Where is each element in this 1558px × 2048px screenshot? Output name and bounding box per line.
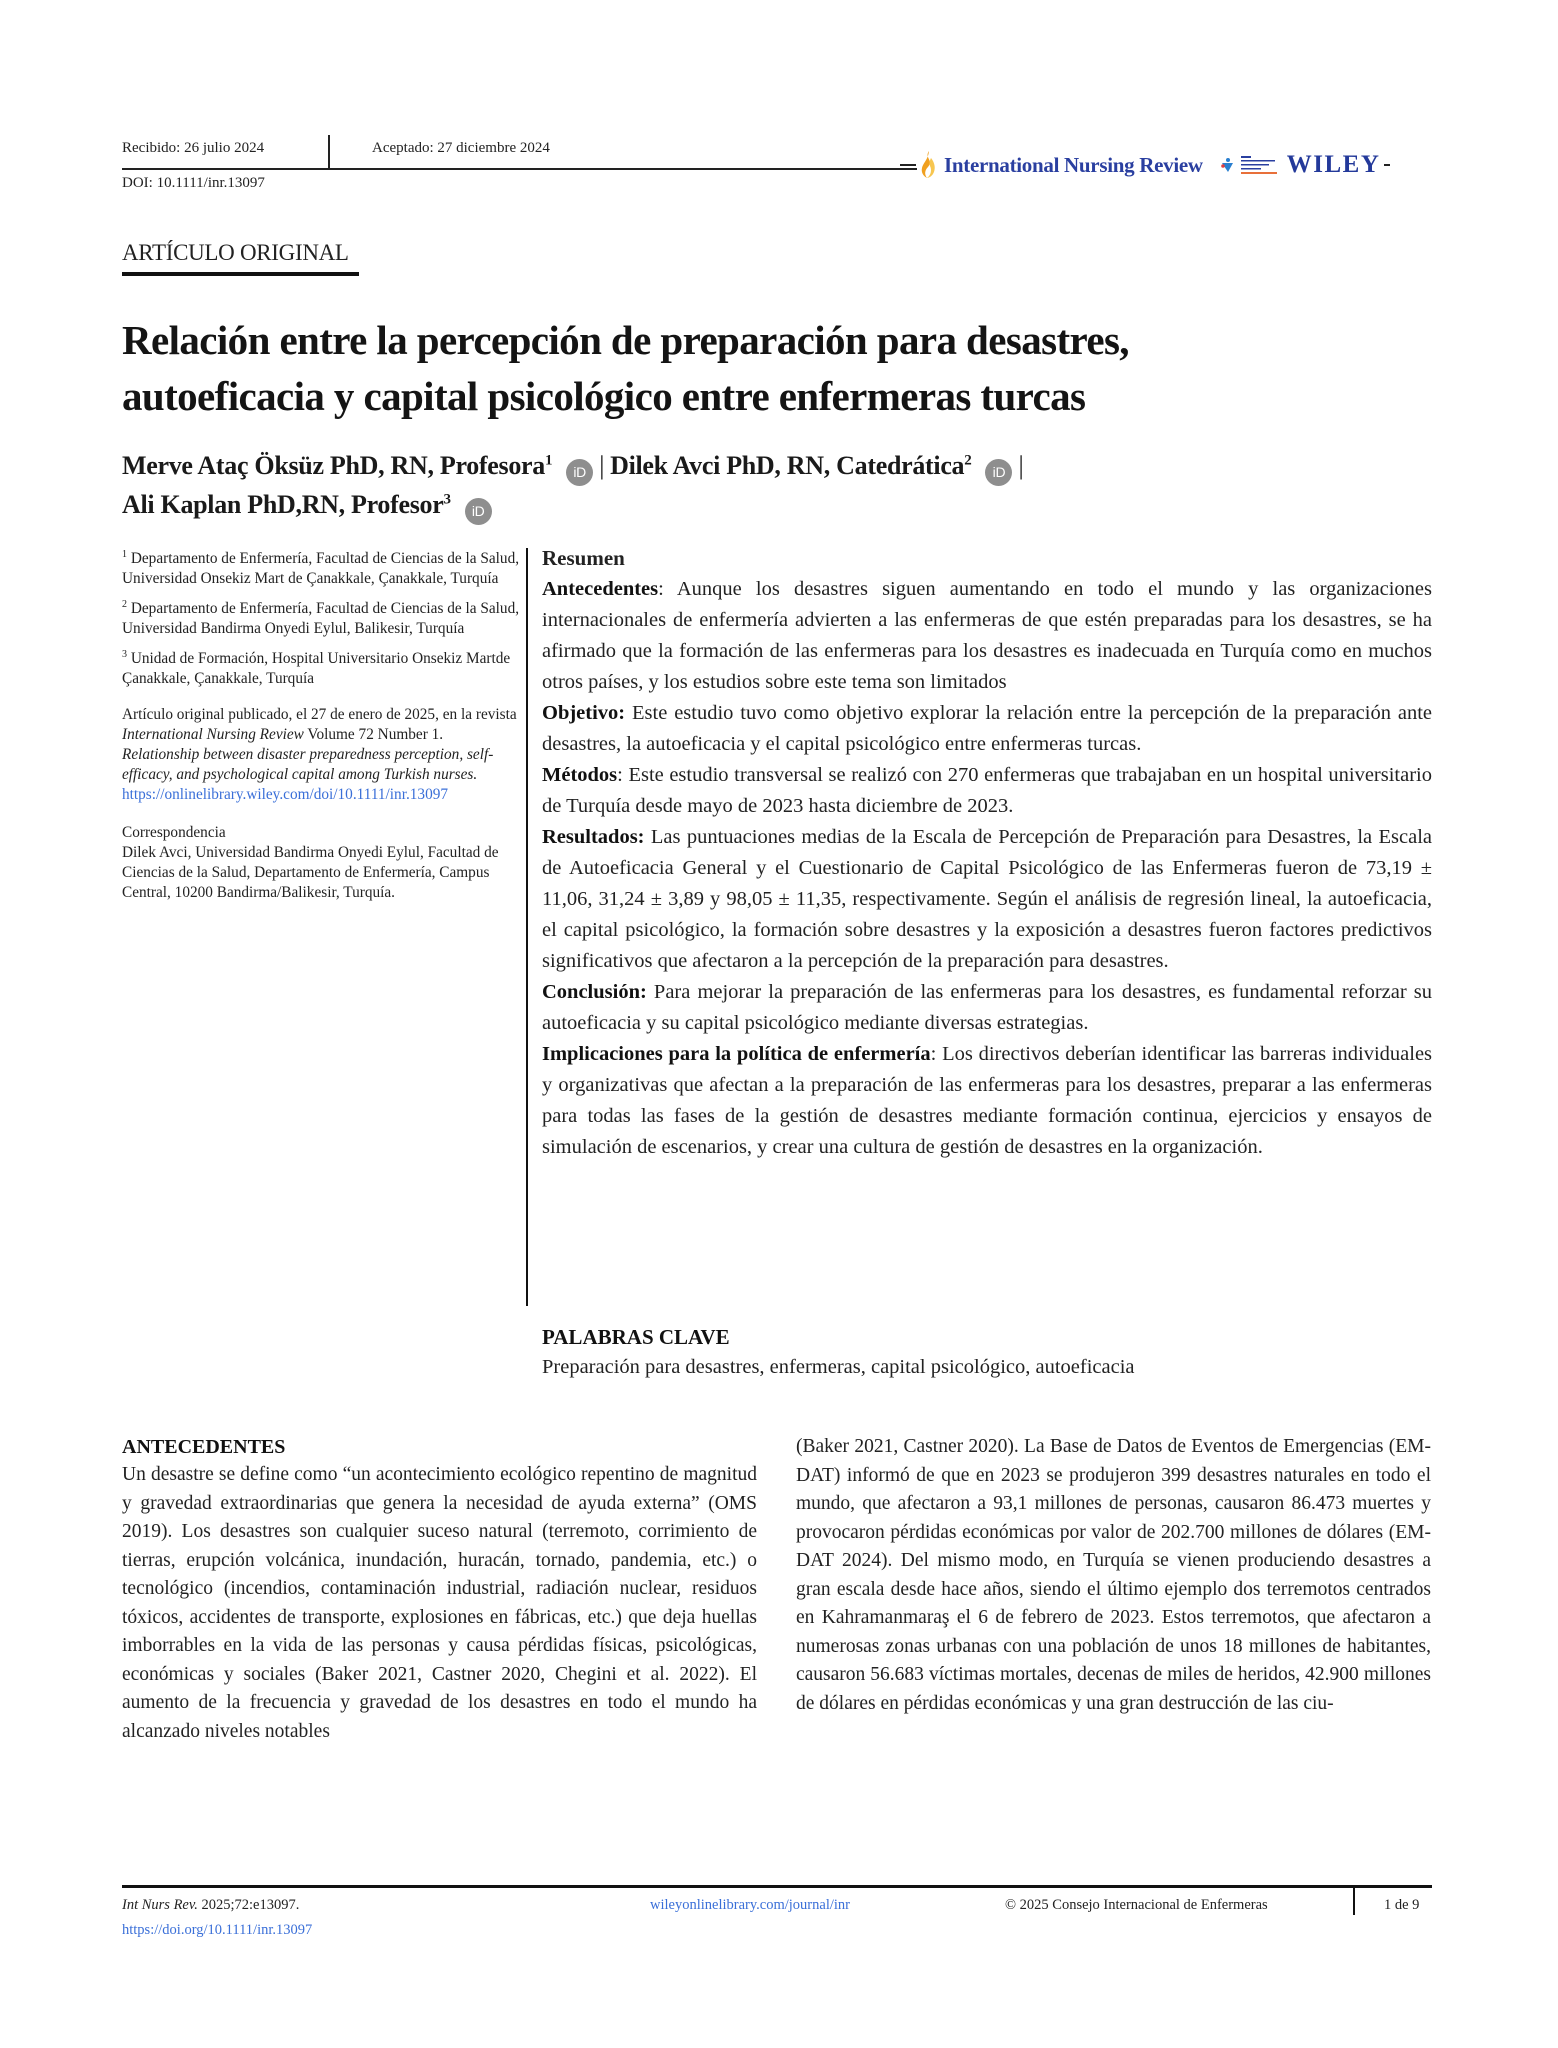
- affiliation-text: Departamento de Enfermería, Facultad de Ciencias de la Salud, Universidad Bandirma Onyedi Eylul, Balikesir, Turquía: [122, 600, 520, 638]
- abstract-section: [542, 760, 1432, 822]
- journal-name: International Nursing Review: [944, 152, 1203, 177]
- label-separator: [647, 981, 654, 1003]
- page-number: 1 de 9: [1384, 1897, 1420, 1913]
- journal-brand: [900, 140, 1390, 190]
- keywords-heading: PALABRAS CLAVE: [542, 1325, 730, 1349]
- author-name: Dilek Avci PhD, RN, Catedrática: [610, 451, 965, 480]
- publisher-logo: WILEY: [1286, 151, 1381, 178]
- orcid-icon[interactable]: iD: [566, 459, 593, 486]
- footer-doi-link[interactable]: https://doi.org/10.1111/inr.13097: [122, 1922, 313, 1938]
- keywords-text: Preparación para desastres, enfermeras, capital psicológico, autoeficacia: [542, 1356, 1135, 1378]
- label-separator: :: [658, 578, 677, 600]
- body-paragraph: Un desastre se define como “un acontecimiento ecológico repentino de magnitud y gravedad extraordinarias que genera la necesidad de ayuda externa” (OMS 2019). Los desastres son cualquier suceso natural (terremoto, corrimiento de tierras, erupción volcánica, inundación, huracán, tornado, pandemia, etc.) o tecnológico (incendios, contaminación industrial, radiación nuclear, residuos tóxicos, accidentes de transporte, explosiones en fábricas, etc.) que deja huellas imborrables en la vida de las personas y causa pérdidas físicas, psicológicas, económicas y sociales (Baker 2021, Castner 2020, Chegini et al. 2022). El aumento de la frecuencia y gravedad de los desastres en todo el mundo ha alcanzado niveles notables: [122, 1464, 757, 1742]
- header-doi: DOI: 10.1111/inr.13097: [122, 175, 265, 191]
- affiliation: [122, 595, 522, 639]
- body-column-right: [796, 1433, 1431, 1718]
- affiliation-number: 2: [122, 599, 127, 611]
- orcid-icon[interactable]: iD: [465, 498, 492, 525]
- abstract-section: [542, 698, 1432, 760]
- abstract-text: Para mejorar la preparación de las enfermeras para los desastres, es fundamental reforzar su autoeficacia y su capital psicológico mediante diversas estrategias.: [542, 981, 1433, 1034]
- affiliation: [122, 645, 522, 689]
- author-affiliation-mark: 3: [443, 491, 451, 508]
- original-article-link[interactable]: https://onlinelibrary.wiley.com/doi/10.1111/inr.13097: [122, 786, 449, 804]
- accepted-date: Aceptado: 27 diciembre 2024: [372, 140, 550, 156]
- correspondence-text: Dilek Avci, Universidad Bandirma Onyedi Eylul, Facultad de Ciencias de la Salud, Departamento de Enfermería, Campus Central, 10200 Bandirma/Balikesir, Turquía.: [122, 844, 499, 902]
- author-name: Ali Kaplan PhD,RN, Profesor: [122, 490, 444, 519]
- header-separator: [328, 135, 330, 169]
- abstract-text: Aunque los desastres siguen aumentando en todo el mundo y las organizaciones internacionales de enfermería advierten a las enfermeras de que estén preparadas para los desastres, se ha afirmado que la formación de las enfermeras para los desastres es inadecuada en Turquía como en muchos otros países, y los estudios sobre este tema son limitados: [542, 578, 1432, 693]
- affiliation-text: Unidad de Formación, Hospital Universitario Onsekiz Martde Çanakkale, Çanakkale, Turquía: [122, 650, 511, 688]
- body-paragraph: (Baker 2021, Castner 2020). La Base de Datos de Eventos de Emergencias (EM-DAT) informó de que en 2023 se produjeron 399 desastres naturales en todo el mundo, que afectaron a 93,1 millones de personas, causaron 86.473 muertes y provocaron pérdidas económicas por valor de 202.700 millones de dólares (EM-DAT 2024). Del mismo modo, en Turquía se vienen produciendo desastres a gran escala desde hace años, siendo el último ejemplo dos terremotos centrados en Kahramanmaraş el 6 de febrero de 2023. Estos terremotos, que afectaron a numerosas zonas urbanas con una población de unos 18 millones de habitantes, causaron 56.683 víctimas mortales, decenas de miles de heridos, 42.900 millones de dólares en pérdidas económicas y una gran destrucción de las ciu-: [796, 1436, 1431, 1714]
- author-separator: |: [1018, 451, 1024, 480]
- flame-logo-icon: [920, 150, 938, 180]
- abstract-text: Este estudio tuvo como objetivo explorar la relación entre la percepción de la preparación ante desastres, la autoeficacia y el capital psicológico entre enfermeras turcas.: [542, 702, 1432, 755]
- icn-logo-icon: [1219, 157, 1235, 173]
- footer-citation: [122, 1897, 299, 1914]
- body-column-left: [122, 1433, 757, 1746]
- article-title: [122, 312, 1422, 424]
- orcid-icon[interactable]: iD: [985, 459, 1012, 486]
- abstract-section: [542, 977, 1432, 1039]
- abstract-label: Objetivo:: [542, 702, 626, 724]
- column-divider: [526, 548, 528, 1306]
- publication-prefix: Artículo original publicado, el 27 de enero de 2025, en la revista: [122, 706, 517, 724]
- abstract-section: [542, 1039, 1432, 1163]
- citation-volume: 2025;72:e13097.: [197, 1897, 300, 1913]
- abstract-text: Las puntuaciones medias de la Escala de Percepción de Preparación para Desastres, la Escala de Autoeficacia General y el Cuestionario de Capital Psicológico de las Enfermeras fueron de 73,19 ± 11,06, 31,24 ± 3,89 y 98,05 ± 11,35, respectivamente. Según el análisis de regresión lineal, la autoeficacia, el capital psicológico, la formación sobre desastres y la exposición a desastres fueron factores predictivos significativos que afectaron a la percepción de la preparación para desastres.: [542, 826, 1433, 972]
- label-separator: :: [930, 1043, 943, 1065]
- keywords: [542, 1322, 1432, 1382]
- brand-dash: [900, 164, 916, 166]
- footer-copyright: © 2025 Consejo Internacional de Enfermeras: [1005, 1897, 1268, 1913]
- abstract-label: Implicaciones para la política de enfermería: [542, 1043, 931, 1065]
- author-affiliation-mark: 2: [964, 452, 972, 469]
- abstract-text: Este estudio transversal se realizó con 270 enfermeras que trabajaban en un hospital universitario de Turquía desde mayo de 2023 hasta diciembre de 2023.: [542, 764, 1432, 817]
- section-heading: ANTECEDENTES: [122, 1436, 286, 1458]
- abstract-text: Los directivos deberían identificar las barreras individuales y organizativas que afectan a la preparación de las enfermeras para los desastres, preparar a las enfermeras para todas las fases de la gestión de desastres mediante formación continua, ejercicios y ensayos de simulación de escenarios, y crear una cultura de gestión de desastres en la organización.: [542, 1043, 1433, 1158]
- footer-site-link[interactable]: wileyonlinelibrary.com/journal/inr: [650, 1897, 850, 1913]
- abstract-section: [542, 822, 1432, 977]
- author-list: [122, 447, 1422, 525]
- title-line-2: autoeficacia y capital psicológico entre enfermeras turcas: [122, 373, 1086, 419]
- sidebar-notes: [122, 545, 522, 909]
- title-line-1: Relación entre la percepción de preparación para desastres,: [122, 317, 1129, 363]
- affiliation-number: 1: [122, 549, 127, 560]
- affiliation-number: 3: [122, 649, 127, 661]
- publication-note: [122, 705, 522, 805]
- publication-volume: Volume 72 Number 1.: [303, 726, 444, 744]
- author-name: Merve Ataç Öksüz PhD, RN, Profesora: [122, 451, 545, 480]
- cie-logo-icon: [1239, 154, 1279, 176]
- publication-journal: International Nursing Review: [122, 726, 304, 744]
- correspondence-heading: Correspondencia: [122, 824, 226, 842]
- article-type-rule: [122, 272, 359, 276]
- affiliation-text: Departamento de Enfermería, Facultad de Ciencias de la Salud, Universidad Onsekiz Mart de Çanakkale, Çanakkale, Turquía: [122, 550, 520, 588]
- abstract-label: Métodos: [542, 764, 618, 786]
- abstract-section: [542, 574, 1432, 698]
- received-date: Recibido: 26 julio 2024: [122, 140, 265, 156]
- label-separator: :: [617, 764, 629, 786]
- author-affiliation-mark: 1: [544, 452, 553, 469]
- footer-rule: [122, 1885, 1432, 1888]
- abstract-heading: Resumen: [542, 546, 625, 570]
- abstract-label: Conclusión:: [542, 981, 647, 1003]
- original-title: Relationship between disaster preparedness perception, self-efficacy, and psychological capital among Turkish nurses.: [122, 746, 494, 784]
- abstract-label: Antecedentes: [542, 578, 659, 600]
- label-separator: [625, 702, 632, 724]
- header-dates: [122, 140, 550, 157]
- brand-dash: [1384, 164, 1390, 166]
- footer-separator: [1353, 1885, 1355, 1915]
- affiliation: [122, 545, 522, 589]
- article-type: ARTÍCULO ORIGINAL: [122, 240, 349, 265]
- header-rule: [122, 168, 917, 170]
- abstract-label: Resultados:: [542, 826, 645, 848]
- abstract: [542, 543, 1432, 1163]
- citation-journal: Int Nurs Rev.: [122, 1897, 198, 1913]
- author-separator: |: [599, 451, 605, 480]
